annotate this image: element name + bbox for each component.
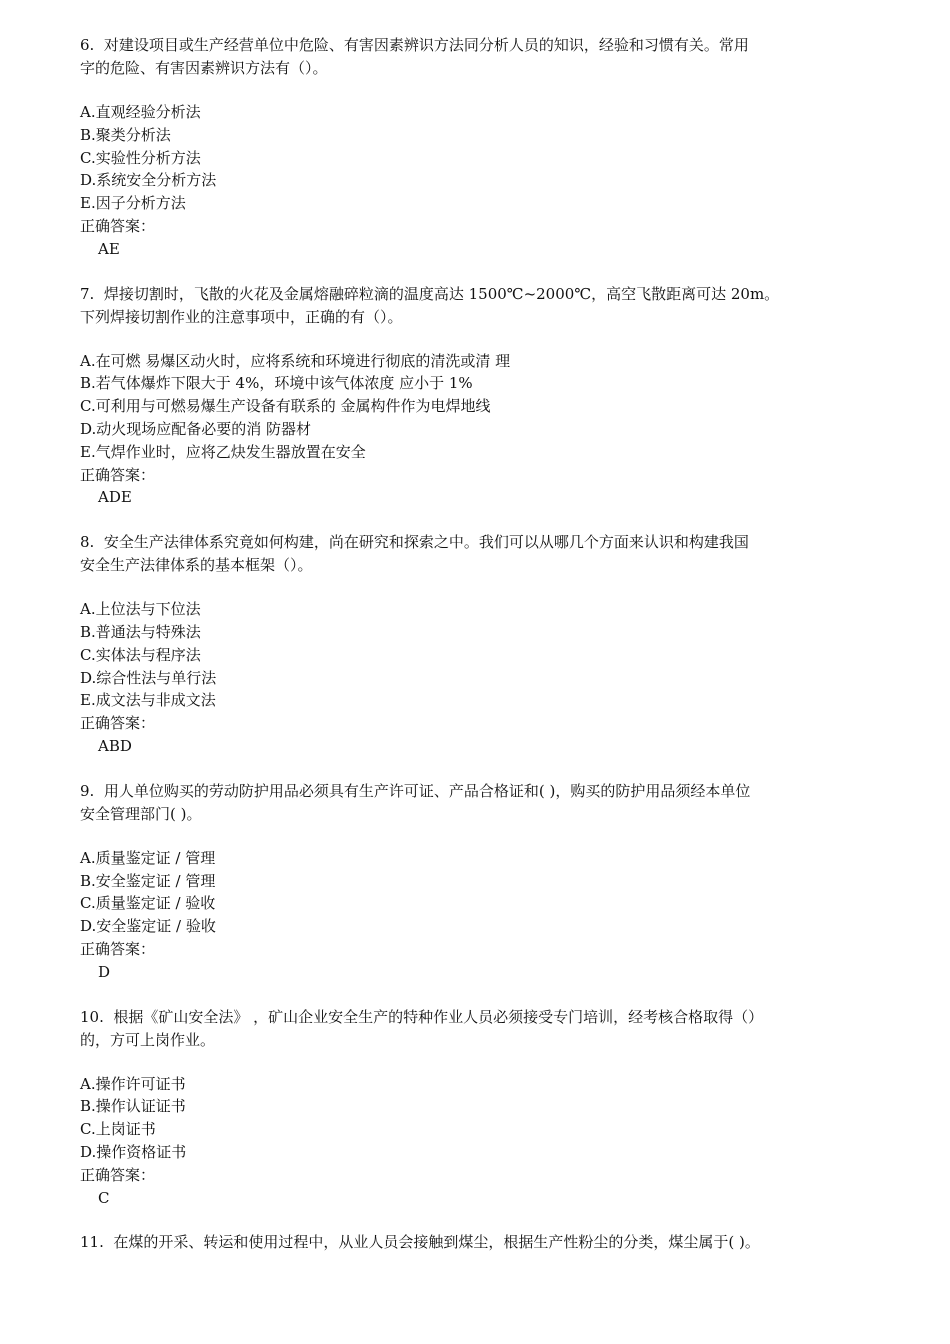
- answer-option: A.质量鉴定证 / 管理: [80, 848, 216, 867]
- question-block: [80, 34, 880, 261]
- correct-answer: C: [98, 1188, 110, 1207]
- question-block: [80, 1006, 880, 1210]
- answer-option: B.操作认证证书: [80, 1097, 186, 1116]
- question-stem: 6. 对建设项目或生产经营单位中危险、有害因素辨识方法同分析人员的知识，经验和习惯有关。常用 字的危险、有害因素辨识方法有（）。: [80, 36, 749, 77]
- answer-option: D.综合性法与单行法: [80, 668, 217, 687]
- answer-option: B.普通法与特殊法: [80, 622, 201, 641]
- answer-option: B.若气体爆炸下限大于 4%，环境中该气体浓度 应小于 1%: [80, 374, 473, 393]
- answer-option: D.系统安全分析方法: [80, 171, 217, 190]
- question-stem: 11. 在煤的开采、转运和使用过程中，从业人员会接触到煤尘，根据生产性粉尘的分类，煤尘属于( )。: [80, 1233, 760, 1252]
- answer-option: A.上位法与下位法: [80, 600, 201, 619]
- answer-option: A.直观经验分析法: [80, 103, 201, 121]
- question-stem: 8. 安全生产法律体系究竟如何构建，尚在研究和探索之中。我们可以从哪几个方面来认识和构建我国 安全生产法律体系的基本框架（）。: [80, 533, 749, 575]
- correct-answer: ADE: [98, 488, 132, 507]
- answer-option: C.上岗证书: [80, 1120, 156, 1139]
- question-block: [80, 283, 880, 510]
- answer-option: D.安全鉴定证 / 验收: [80, 917, 216, 936]
- correct-answer: D: [98, 962, 111, 981]
- correct-answer-label: 正确答案：: [80, 714, 156, 733]
- answer-option: A.在可燃 易爆区动火时，应将系统和环境进行彻底的清洗或清 理: [80, 351, 511, 370]
- answer-option: C.质量鉴定证 / 验收: [80, 894, 216, 913]
- answer-option: B.聚类分析法: [80, 125, 171, 144]
- correct-answer: ABD: [98, 736, 132, 755]
- correct-answer-label: 正确答案：: [80, 216, 156, 235]
- answer-option: C.实体法与程序法: [80, 645, 201, 664]
- answer-option: E.因子分析方法: [80, 194, 186, 213]
- answer-option: C.实验性分析方法: [80, 148, 201, 167]
- correct-answer-label: 正确答案：: [80, 939, 156, 958]
- question-block: [80, 780, 880, 984]
- document-page: [80, 34, 880, 1254]
- question-stem: 9. 用人单位购买的劳动防护用品必须具有生产许可证、产品合格证和( )，购买的防护用品须经本单位 安全管理部门( )。: [80, 781, 751, 823]
- answer-option: D.动火现场应配备必要的消 防器材: [80, 419, 312, 438]
- correct-answer-label: 正确答案：: [80, 1165, 156, 1184]
- answer-option: A.操作许可证书: [80, 1074, 186, 1093]
- answer-option: E.成文法与非成文法: [80, 691, 216, 710]
- question-stem: 7. 焊接切割时，飞散的火花及金属熔融碎粒滴的温度高达 1500℃~2000℃，高空飞散距离可达 20m。 下列焊接切割作业的注意事项中，正确的有（）。: [80, 284, 780, 326]
- answer-option: C.可利用与可燃易爆生产设备有联系的 金属构件作为电焊地线: [80, 397, 491, 416]
- correct-answer: AE: [98, 239, 120, 258]
- answer-option: B.安全鉴定证 / 管理: [80, 871, 216, 890]
- answer-option: E.气焊作业时，应将乙炔发生器放置在安全: [80, 442, 366, 461]
- answer-option: D.操作资格证书: [80, 1142, 187, 1161]
- question-stem: 10. 根据《矿山安全法》 ，矿山企业安全生产的特种作业人员必须接受专门培训，经考核合格取得（） 的，方可上岗作业。: [80, 1007, 764, 1049]
- question-block: [80, 531, 880, 758]
- correct-answer-label: 正确答案：: [80, 465, 156, 484]
